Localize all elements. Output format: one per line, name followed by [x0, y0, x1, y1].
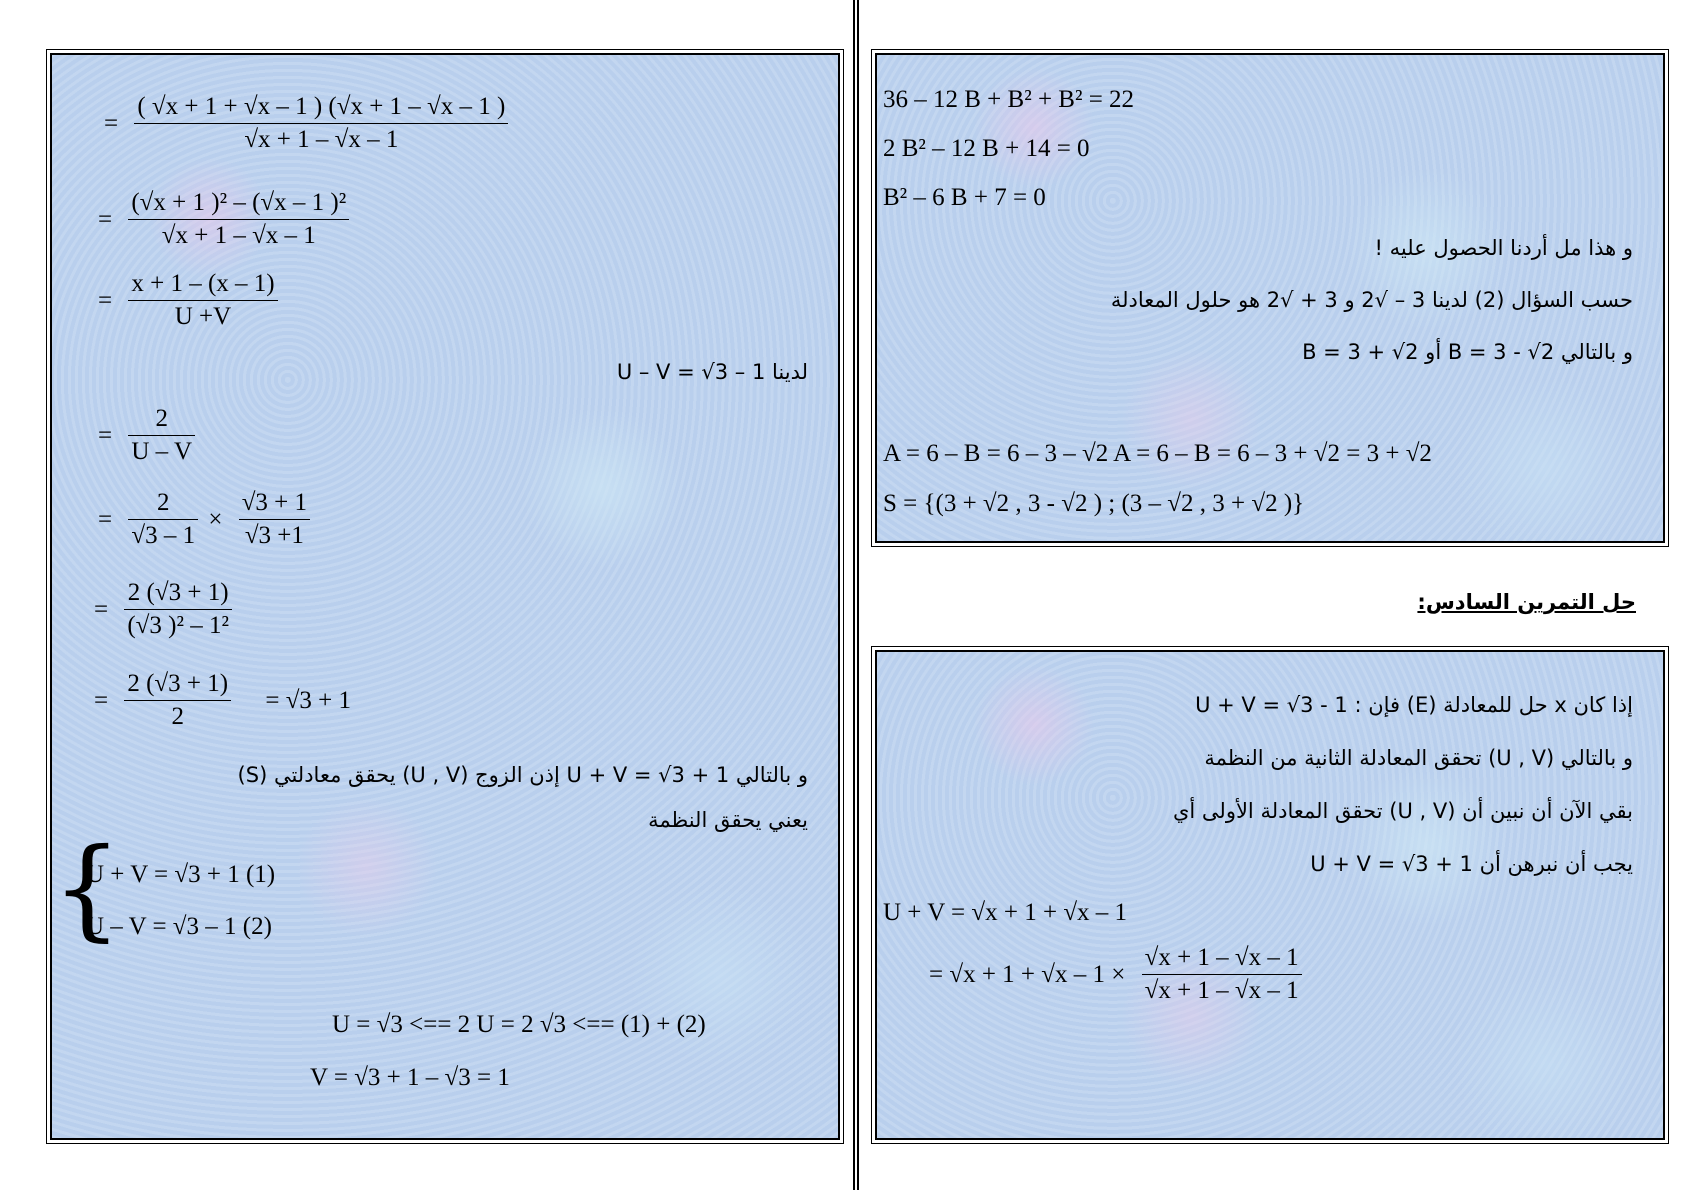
system-eq1: U + V = √3 + 1 (1) [86, 861, 276, 888]
numerator: (√x + 1 )² – (√x – 1 )² [128, 187, 349, 220]
equals-sign: = [98, 421, 113, 449]
page-divider [853, 0, 859, 1190]
equals-sign: = [98, 505, 113, 533]
note-1: و هذا مل أردنا الحصول عليه ! [1374, 236, 1633, 260]
line-1: إذا كان x حل للمعادلة (E) فإن : U + V = √3 - 1 [1195, 693, 1633, 717]
denominator: √x + 1 – √x – 1 [1144, 977, 1299, 1004]
denominator: U +V [174, 303, 232, 330]
fraction [124, 577, 232, 642]
right-top-panel [875, 53, 1665, 543]
numerator: x + 1 – (x – 1) [128, 268, 277, 301]
equation-2: 2 B² – 12 B + 14 = 0 [883, 135, 1090, 162]
fraction [239, 487, 310, 552]
line-3: بقي الآن أن نبين أن (U , V) تحقق المعادلة الأولى أي [1172, 799, 1633, 823]
denominator: √x + 1 – √x – 1 [161, 222, 316, 249]
equation-1: U + V = √x + 1 + √x – 1 [883, 899, 1128, 926]
conclusion-line2: يعني يحقق النظمة [648, 808, 808, 832]
left-panel [50, 53, 840, 1140]
line-2: و بالتالي (U , V) تحقق المعادلة الثانية من النظمة [1204, 746, 1633, 770]
numerator: 2 (√3 + 1) [124, 668, 231, 701]
fraction [128, 187, 349, 252]
step2-line [98, 187, 353, 252]
have-line: U – V = √3 – 1 لدينا [616, 360, 808, 384]
step7-line [94, 668, 357, 733]
numerator: √x + 1 – √x – 1 [1142, 942, 1302, 975]
denominator: U – V [131, 438, 193, 465]
result-u: U = √3 <== 2 U = 2 √3 <== (1) + (2) [332, 1011, 706, 1038]
fraction [128, 487, 198, 552]
conclusion-line1: و بالتالي U + V = √3 + 1 إذن الزوج (U , V) يحقق معادلتي (S) [237, 763, 808, 787]
numerator: 2 [128, 487, 198, 520]
equals-sign: = [94, 686, 109, 714]
step3-line [98, 268, 282, 333]
denominator: (√3 )² – 1² [127, 612, 229, 639]
equation-3: B² – 6 B + 7 = 0 [883, 184, 1046, 211]
equals-sign: = [94, 595, 109, 623]
equals-sign: = [98, 286, 113, 314]
numerator: 2 [128, 403, 195, 436]
equation-s: S = {(3 + √2 , 3 - √2 ) ; (3 – √2 , 3 + √2 )} [883, 490, 1305, 517]
denominator: √x + 1 – √x – 1 [244, 126, 399, 153]
step4-line [98, 403, 199, 468]
right-bottom-panel [875, 650, 1665, 1140]
note-2: حسب السؤال (2) لدينا 3 – √2 و 3 + √2 هو حلول المعادلة [1110, 288, 1633, 312]
fraction [128, 403, 195, 468]
times-sign: × [208, 505, 223, 533]
numerator: 2 (√3 + 1) [124, 577, 232, 610]
result-v: V = √3 + 1 – √3 = 1 [310, 1064, 510, 1091]
line-4: يجب أن نبرهن أن U + V = √3 + 1 [1310, 852, 1633, 876]
equation-a: A = 6 – B = 6 – 3 – √2 A = 6 – B = 6 – 3 + √2 = 3 + √2 [883, 440, 1432, 467]
note-3: و بالتالي B = 3 - √2 أو B = 3 + √2 [1302, 340, 1633, 364]
equation-lhs: = √x + 1 + √x – 1 × [929, 960, 1126, 988]
step6-line [94, 577, 236, 642]
result: = √3 + 1 [265, 686, 352, 714]
section-title: حل التمرين السادس: [1417, 590, 1636, 614]
numerator: √3 + 1 [239, 487, 310, 520]
equals-sign: = [98, 205, 113, 233]
fraction [128, 268, 277, 333]
equals-sign: = [104, 109, 119, 137]
denominator: √3 – 1 [131, 522, 196, 549]
denominator: √3 +1 [244, 522, 304, 549]
fraction [1142, 942, 1302, 1007]
equation-2 [929, 942, 1306, 1007]
system-eq2: U – V = √3 – 1 (2) [86, 913, 272, 940]
fraction [124, 668, 231, 733]
system-brace: { [52, 824, 122, 952]
step5-line [98, 487, 314, 552]
denominator: 2 [171, 703, 184, 730]
equation-1: 36 – 12 B + B² + B² = 22 [883, 86, 1135, 113]
step1-line [104, 91, 512, 156]
fraction [134, 91, 508, 156]
numerator: ( √x + 1 + √x – 1 ) (√x + 1 – √x – 1 ) [134, 91, 508, 124]
